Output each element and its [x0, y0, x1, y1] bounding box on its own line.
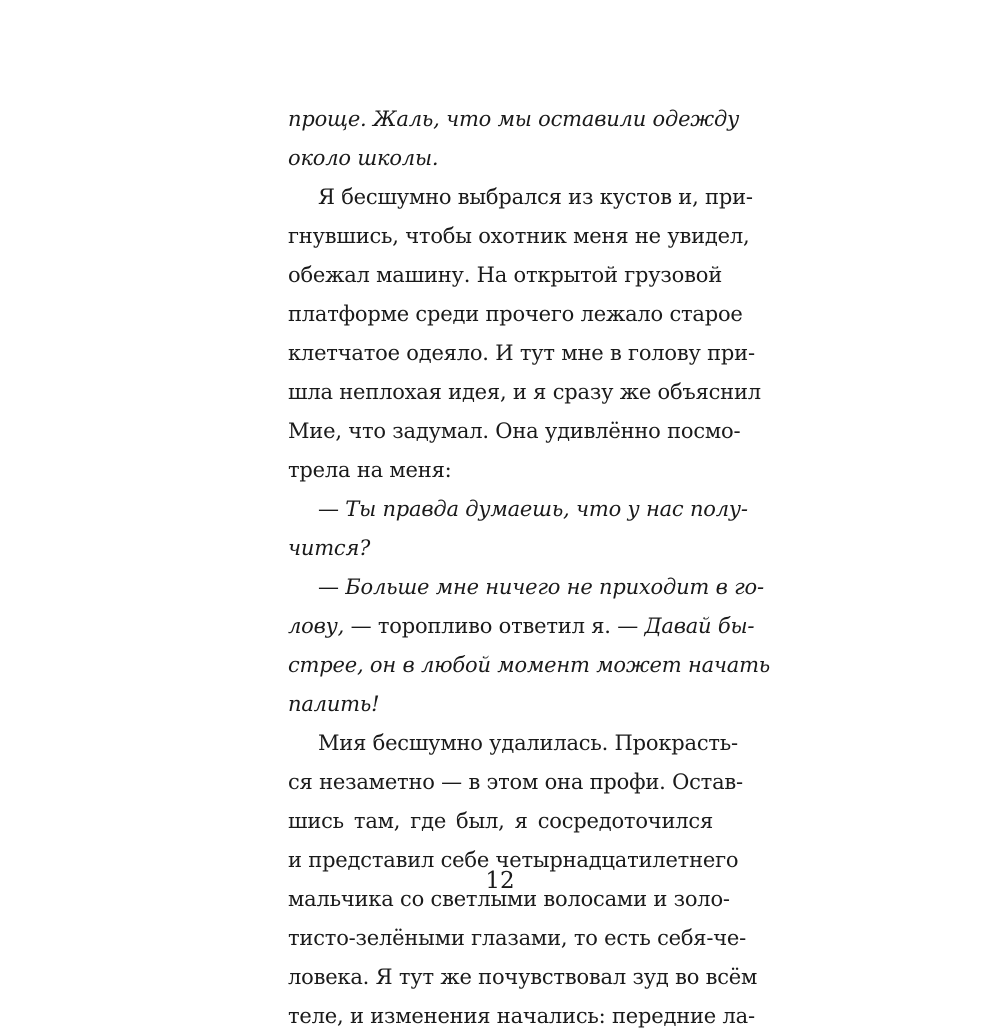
text-line — [288, 802, 713, 841]
italic-text-segment: Давай бы- — [644, 614, 755, 638]
italic-text-segment: Больше мне ничего не приходит в го- — [345, 575, 764, 599]
text-segment: — — [318, 497, 346, 521]
text-line — [288, 997, 755, 1036]
text-line — [288, 139, 713, 178]
text-segment: — — [318, 575, 346, 599]
text-segment: тисто-зелёными глазами, то есть себя-че- — [288, 926, 747, 950]
text-line — [288, 724, 738, 763]
italic-text-segment: палить! — [288, 692, 380, 716]
text-segment: клетчатое одеяло. И тут мне в голову при- — [288, 341, 755, 365]
italic-text-segment: проще. Жаль, что мы оставили одежду — [288, 107, 740, 131]
text-line — [288, 646, 771, 685]
text-line — [288, 100, 740, 139]
text-segment: ся незаметно — в этом она профи. Остав- — [288, 770, 743, 794]
text-segment: и представил себе четырнадцатилетнего — [288, 848, 739, 872]
text-line — [288, 295, 743, 334]
text-line — [288, 178, 753, 217]
page-number: 12 — [485, 868, 515, 894]
text-segment: обежал машину. На открытой грузовой — [288, 263, 722, 287]
text-segment: шла неплохая идея, и я сразу же объяснил — [288, 380, 761, 404]
text-line — [288, 451, 713, 490]
text-segment: Я бесшумно выбрался из кустов и, при- — [318, 185, 753, 209]
text-line — [288, 568, 764, 607]
text-line — [288, 958, 758, 997]
text-line — [288, 412, 741, 451]
italic-text-segment: Ты правда думаешь, что у нас полу- — [345, 497, 748, 521]
text-segment: Мия бесшумно удалилась. Прокрасть- — [318, 731, 738, 755]
italic-text-segment: чится? — [288, 536, 371, 560]
italic-text-segment: стрее, он в любой момент может начать — [288, 653, 771, 677]
text-segment: мальчика со светлыми волосами и золо- — [288, 887, 730, 911]
text-line — [288, 919, 747, 958]
text-segment: ловека. Я тут же почувствовал зуд во всём — [288, 965, 758, 989]
text-line — [288, 607, 755, 646]
text-line — [288, 217, 750, 256]
text-segment: — торопливо ответил я. — — [344, 614, 645, 638]
text-segment: теле, и изменения начались: передние ла- — [288, 1004, 755, 1028]
italic-text-segment: около школы. — [288, 146, 439, 170]
text-line — [288, 373, 761, 412]
text-segment: шись там, где был, я сосредоточился — [288, 809, 713, 833]
text-line — [288, 334, 755, 373]
text-line — [288, 529, 713, 568]
text-segment: гнувшись, чтобы охотник меня не увидел, — [288, 224, 750, 248]
text-line — [288, 685, 713, 724]
text-line — [288, 256, 722, 295]
text-segment: Мие, что задумал. Она удивлённо посмо- — [288, 419, 741, 443]
text-line — [288, 763, 743, 802]
italic-text-segment: лову, — [288, 614, 345, 638]
text-line — [288, 490, 748, 529]
text-segment: трела на меня: — [288, 458, 452, 482]
text-segment: платформе среди прочего лежало старое — [288, 302, 743, 326]
